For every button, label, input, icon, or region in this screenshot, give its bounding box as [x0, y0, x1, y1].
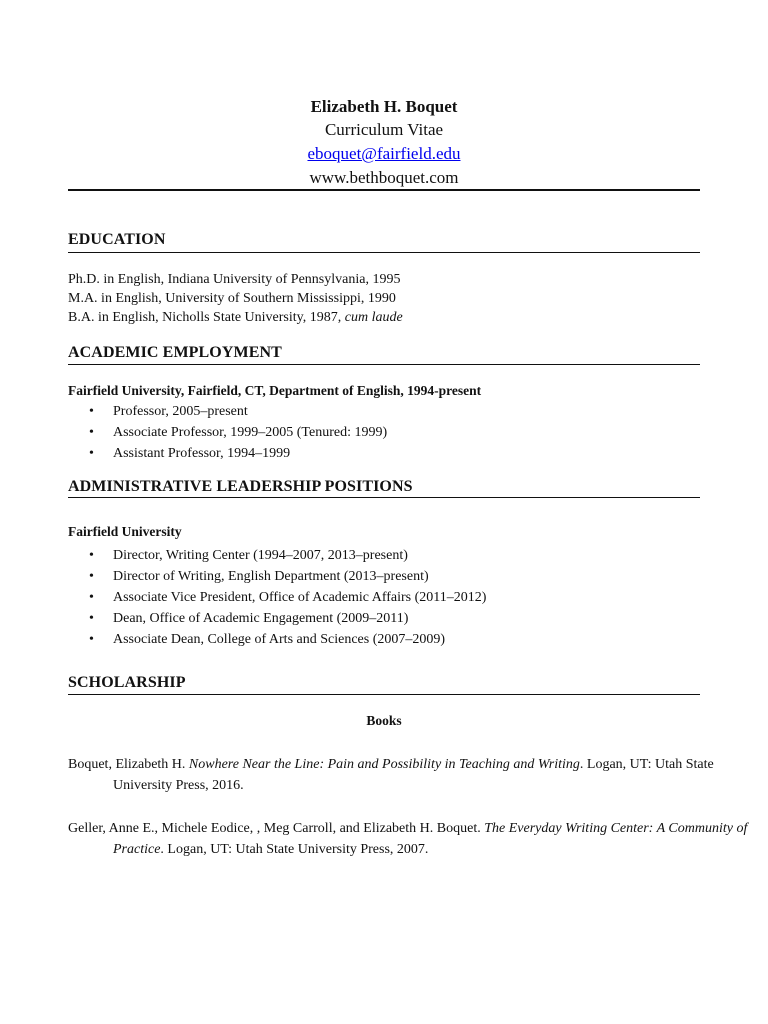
employment-heading: ACADEMIC EMPLOYMENT [68, 344, 282, 361]
list-item: • Director of Writing, English Department (2013–present) [68, 566, 486, 587]
list-item: • Associate Dean, College of Arts and Sciences (2007–2009) [68, 629, 486, 650]
leadership-heading: ADMINISTRATIVE LEADERSHIP POSITIONS [68, 478, 413, 495]
website-text: www.bethboquet.com [309, 168, 459, 187]
scholarship-divider [68, 694, 700, 695]
employment-divider [68, 364, 700, 365]
document-title: Curriculum Vitae [324, 120, 444, 139]
leadership-institution: Fairfield University [68, 524, 182, 539]
book-title: The Everyday Writing Center: A Community of Practice [113, 821, 748, 857]
list-item: • Associate Professor, 1999–2005 (Tenured: 1999) [68, 422, 387, 443]
list-item: • Director, Writing Center (1994–2007, 2013–present) [68, 545, 486, 566]
header-divider [68, 189, 700, 191]
education-list [68, 270, 403, 327]
author-name: Elizabeth H. Boquet [310, 97, 458, 116]
list-item: • Associate Vice President, Office of Academic Affairs (2011–2012) [68, 587, 486, 608]
leadership-list [68, 545, 486, 650]
education-item: M.A. in English, University of Southern Mississippi, 1990 [68, 291, 396, 306]
list-item: • Professor, 2005–present [68, 401, 387, 422]
employment-list [68, 401, 387, 464]
education-heading: EDUCATION [68, 231, 166, 248]
list-item: • Dean, Office of Academic Engagement (2009–2011) [68, 608, 486, 629]
education-item: Ph.D. in English, Indiana University of Pennsylvania, 1995 [68, 272, 401, 287]
list-item: • Assistant Professor, 1994–1999 [68, 443, 387, 464]
books-subheading: Books [366, 713, 402, 728]
cv-header [68, 95, 700, 190]
education-item: B.A. in English, Nicholls State University, 1987, cum laude [68, 310, 403, 325]
honor-text: cum laude [344, 310, 403, 325]
education-divider [68, 252, 700, 253]
book-citation: Geller, Anne E., Michele Eodice, , Meg Carroll, and Elizabeth H. Boquet. The Everyday Writing Center: A Community of Practice. Logan, UT: Utah State University Press, 2007. [68, 821, 748, 857]
scholarship-heading: SCHOLARSHIP [68, 674, 186, 691]
employment-institution: Fairfield University, Fairfield, CT, Department of English, 1994-present [68, 383, 482, 398]
book-title: Nowhere Near the Line: Pain and Possibility in Teaching and Writing [188, 757, 580, 772]
book-citation: Boquet, Elizabeth H. Nowhere Near the Line: Pain and Possibility in Teaching and Writing. Logan, UT: Utah State University Press, 2016. [68, 757, 714, 793]
email-link[interactable]: eboquet@fairfield.edu [307, 144, 461, 163]
leadership-divider [68, 497, 700, 498]
